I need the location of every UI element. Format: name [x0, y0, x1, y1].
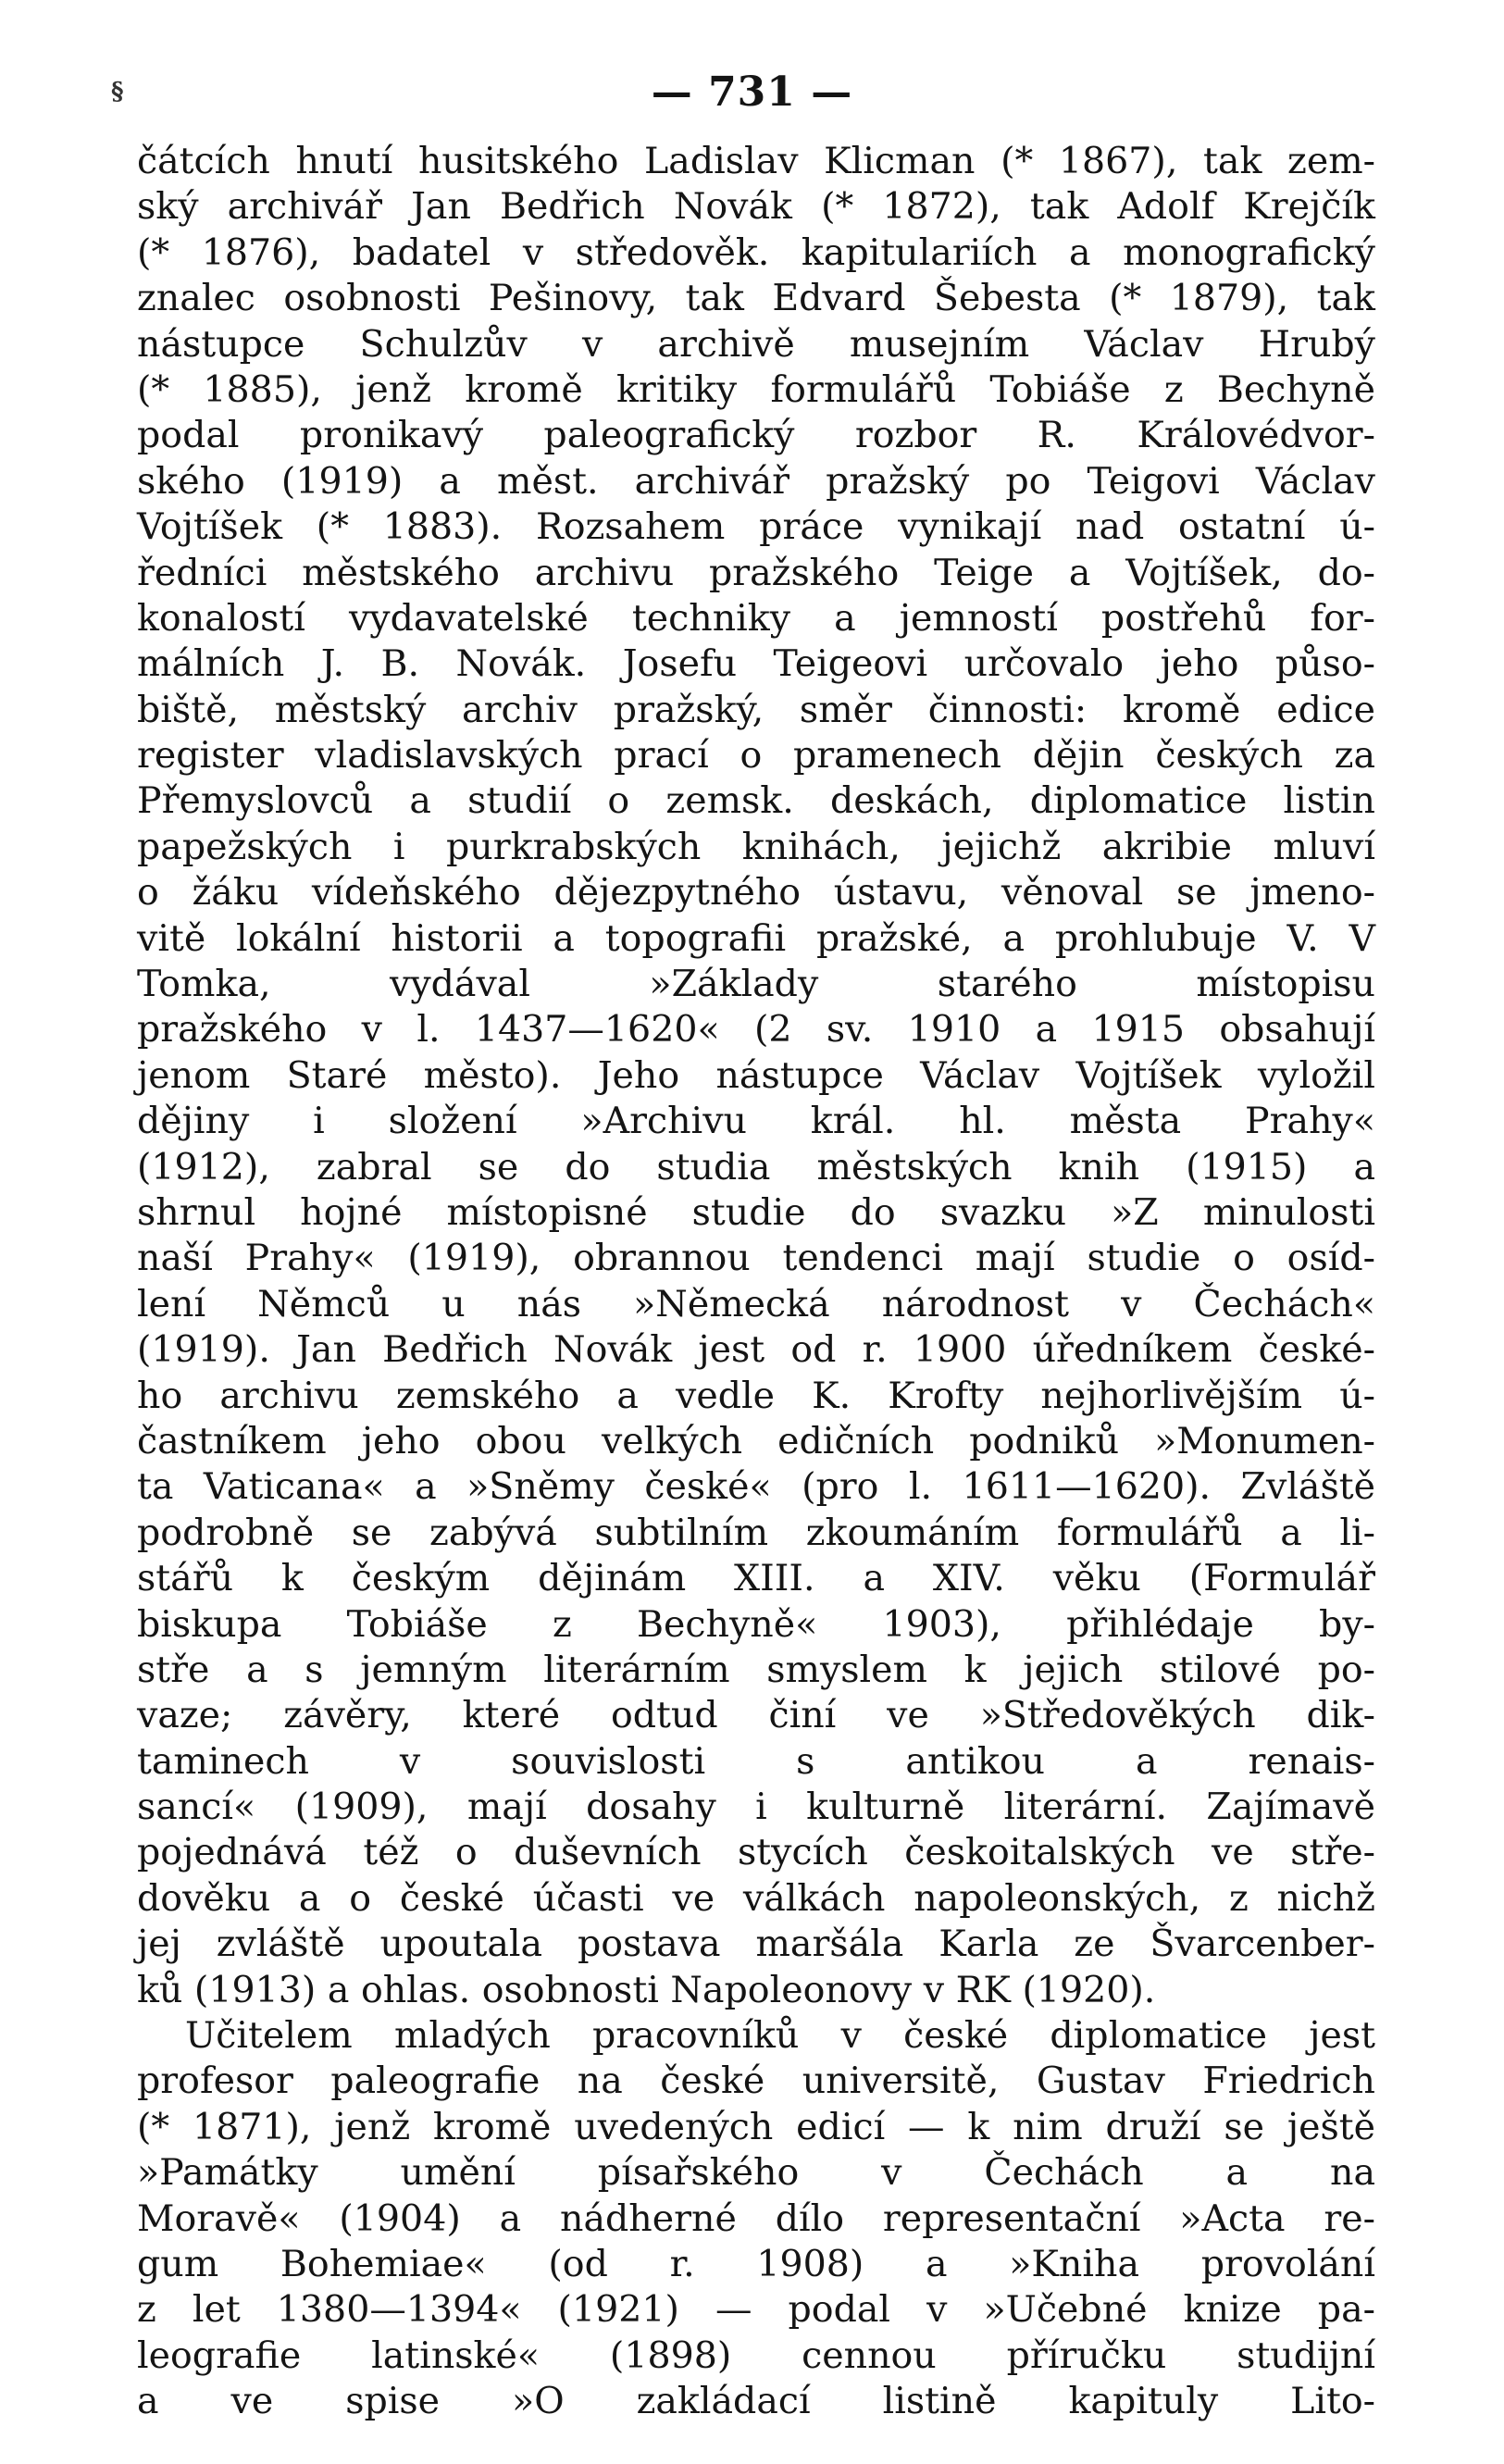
text-line: čátcích hnutí husitského Ladislav Klicman (* 1867), tak zem-	[137, 140, 1375, 182]
text-line: vaze; závěry, které odtud činí ve »Středověkých dik-	[137, 1694, 1375, 1737]
text-line: pojednává též o duševních stycích českoitalských ve stře-	[137, 1831, 1375, 1874]
text-line: Moravě« (1904) a nádherné dílo representační »Acta re-	[137, 2196, 1375, 2240]
text-line: ředníci městského archivu pražského Teige a Vojtíšek, do-	[137, 551, 1375, 594]
margin-mark: §	[111, 78, 124, 106]
text-line: podrobně se zabývá subtilním zkoumáním formulářů a li-	[137, 1511, 1375, 1554]
text-line: »Památky umění písařského v Čechách a na	[137, 2151, 1375, 2195]
text-line: Přemyslovců a studií o zemsk. deskách, diplomatice listin	[137, 779, 1375, 823]
text-line: ta Vaticana« a »Sněmy české« (pro l. 1611—1620). Zvláště	[137, 1465, 1375, 1509]
text-line: naší Prahy« (1919), obrannou tendenci mají studie o osíd-	[137, 1237, 1375, 1280]
text-line: nástupce Schulzův v archivě musejním Václav Hrubý	[137, 322, 1375, 366]
text-line: taminech v souvislosti s antikou a renais-	[137, 1739, 1375, 1783]
text-line: ského (1919) a měst. archivář pražský po Teigovi Václav	[137, 459, 1375, 503]
text-line: ský archivář Jan Bedřich Novák (* 1872), tak Adolf Krejčík	[137, 185, 1375, 229]
text-line: o žáku vídeňského dějezpytného ústavu, věnoval se jmeno-	[137, 871, 1375, 915]
text-line: ho archivu zemského a vedle K. Krofty nejhorlivějším ú-	[137, 1374, 1375, 1417]
text-line: konalostí vydavatelské techniky a jemností postřehů for-	[137, 596, 1375, 640]
text-line: biště, městský archiv pražský, směr činnosti: kromě edice	[137, 688, 1375, 731]
text-line: vitě lokální historii a topografii pražské, a prohlubuje V. V	[137, 916, 1375, 960]
text-line: register vladislavských prací o pramenech dějin českých za	[137, 734, 1375, 778]
text-line: pražského v l. 1437—1620« (2 sv. 1910 a 1915 obsahují	[137, 1008, 1375, 1052]
text-line: Učitelem mladých pracovníků v české diplomatice jest	[185, 2014, 1375, 2058]
text-line: (* 1876), badatel v středověk. kapitulariích a monografický	[137, 230, 1375, 274]
text-line: (* 1885), jenž kromě kritiky formulářů Tobiáše z Bechyně	[137, 367, 1375, 411]
page-number: — 731 —	[651, 68, 853, 116]
text-line: znalec osobnosti Pešinovy, tak Edvard Šebesta (* 1879), tak	[137, 277, 1375, 320]
text-line: leografie latinské« (1898) cennou příručku studijní	[137, 2333, 1375, 2377]
text-line: lení Němců u nás »Německá národnost v Čechách«	[137, 1282, 1375, 1325]
text-line: podal pronikavý paleografický rozbor R. Královédvor-	[137, 414, 1375, 457]
text-line: a ve spise »O zakládací listině kapituly Lito-	[137, 2380, 1375, 2423]
text-line: jenom Staré město). Jeho nástupce Václav Vojtíšek vyložil	[137, 1053, 1375, 1097]
text-line: ků (1913) a ohlas. osobnosti Napoleonovy v RK (1920).	[137, 1968, 1156, 2011]
text-line: dověku a o české účasti ve válkách napoleonských, z nichž	[137, 1876, 1375, 1920]
body-text	[137, 139, 1375, 2425]
text-line: jej zvláště upoutala postava maršála Karla ze Švarcenber-	[137, 1923, 1375, 1966]
text-line: málních J. B. Novák. Josefu Teigeovi určovalo jeho půso-	[137, 642, 1375, 686]
text-line: Tomka, vydával »Základy starého místopisu	[137, 963, 1375, 1006]
text-line: Vojtíšek (* 1883). Rozsahem práce vynikají nad ostatní ú-	[137, 505, 1375, 549]
text-line: dějiny i složení »Archivu král. hl. města Prahy«	[137, 1100, 1375, 1143]
text-line: gum Bohemiae« (od r. 1908) a »Kniha provolání	[137, 2242, 1375, 2285]
text-line: (* 1871), jenž kromě uvedených edicí — k nim druží se ještě	[137, 2105, 1375, 2148]
text-line: stře a s jemným literárním smyslem k jejich stilové po-	[137, 1648, 1375, 1691]
text-line: (1912), zabral se do studia městských knih (1915) a	[137, 1145, 1375, 1188]
text-line: shrnul hojné místopisné studie do svazku »Z minulosti	[137, 1190, 1375, 1234]
text-line: stářů k českým dějinám XIII. a XIV. věku (Formulář	[137, 1557, 1375, 1600]
text-line: (1919). Jan Bedřich Novák jest od r. 1900 úředníkem české-	[137, 1328, 1375, 1372]
text-line: z let 1380—1394« (1921) — podal v »Učebné knize pa-	[137, 2288, 1375, 2332]
text-line: častníkem jeho obou velkých edičních podniků »Monumen-	[137, 1419, 1375, 1462]
text-line: biskupa Tobiáše z Bechyně« 1903), přihlédaje by-	[137, 1602, 1375, 1646]
text-line: papežských i purkrabských knihách, jejichž akribie mluví	[137, 825, 1375, 868]
text-line: sancí« (1909), mají dosahy i kulturně literární. Zajímavě	[137, 1786, 1375, 1829]
text-line: profesor paleografie na české universitě, Gustav Friedrich	[137, 2060, 1375, 2103]
